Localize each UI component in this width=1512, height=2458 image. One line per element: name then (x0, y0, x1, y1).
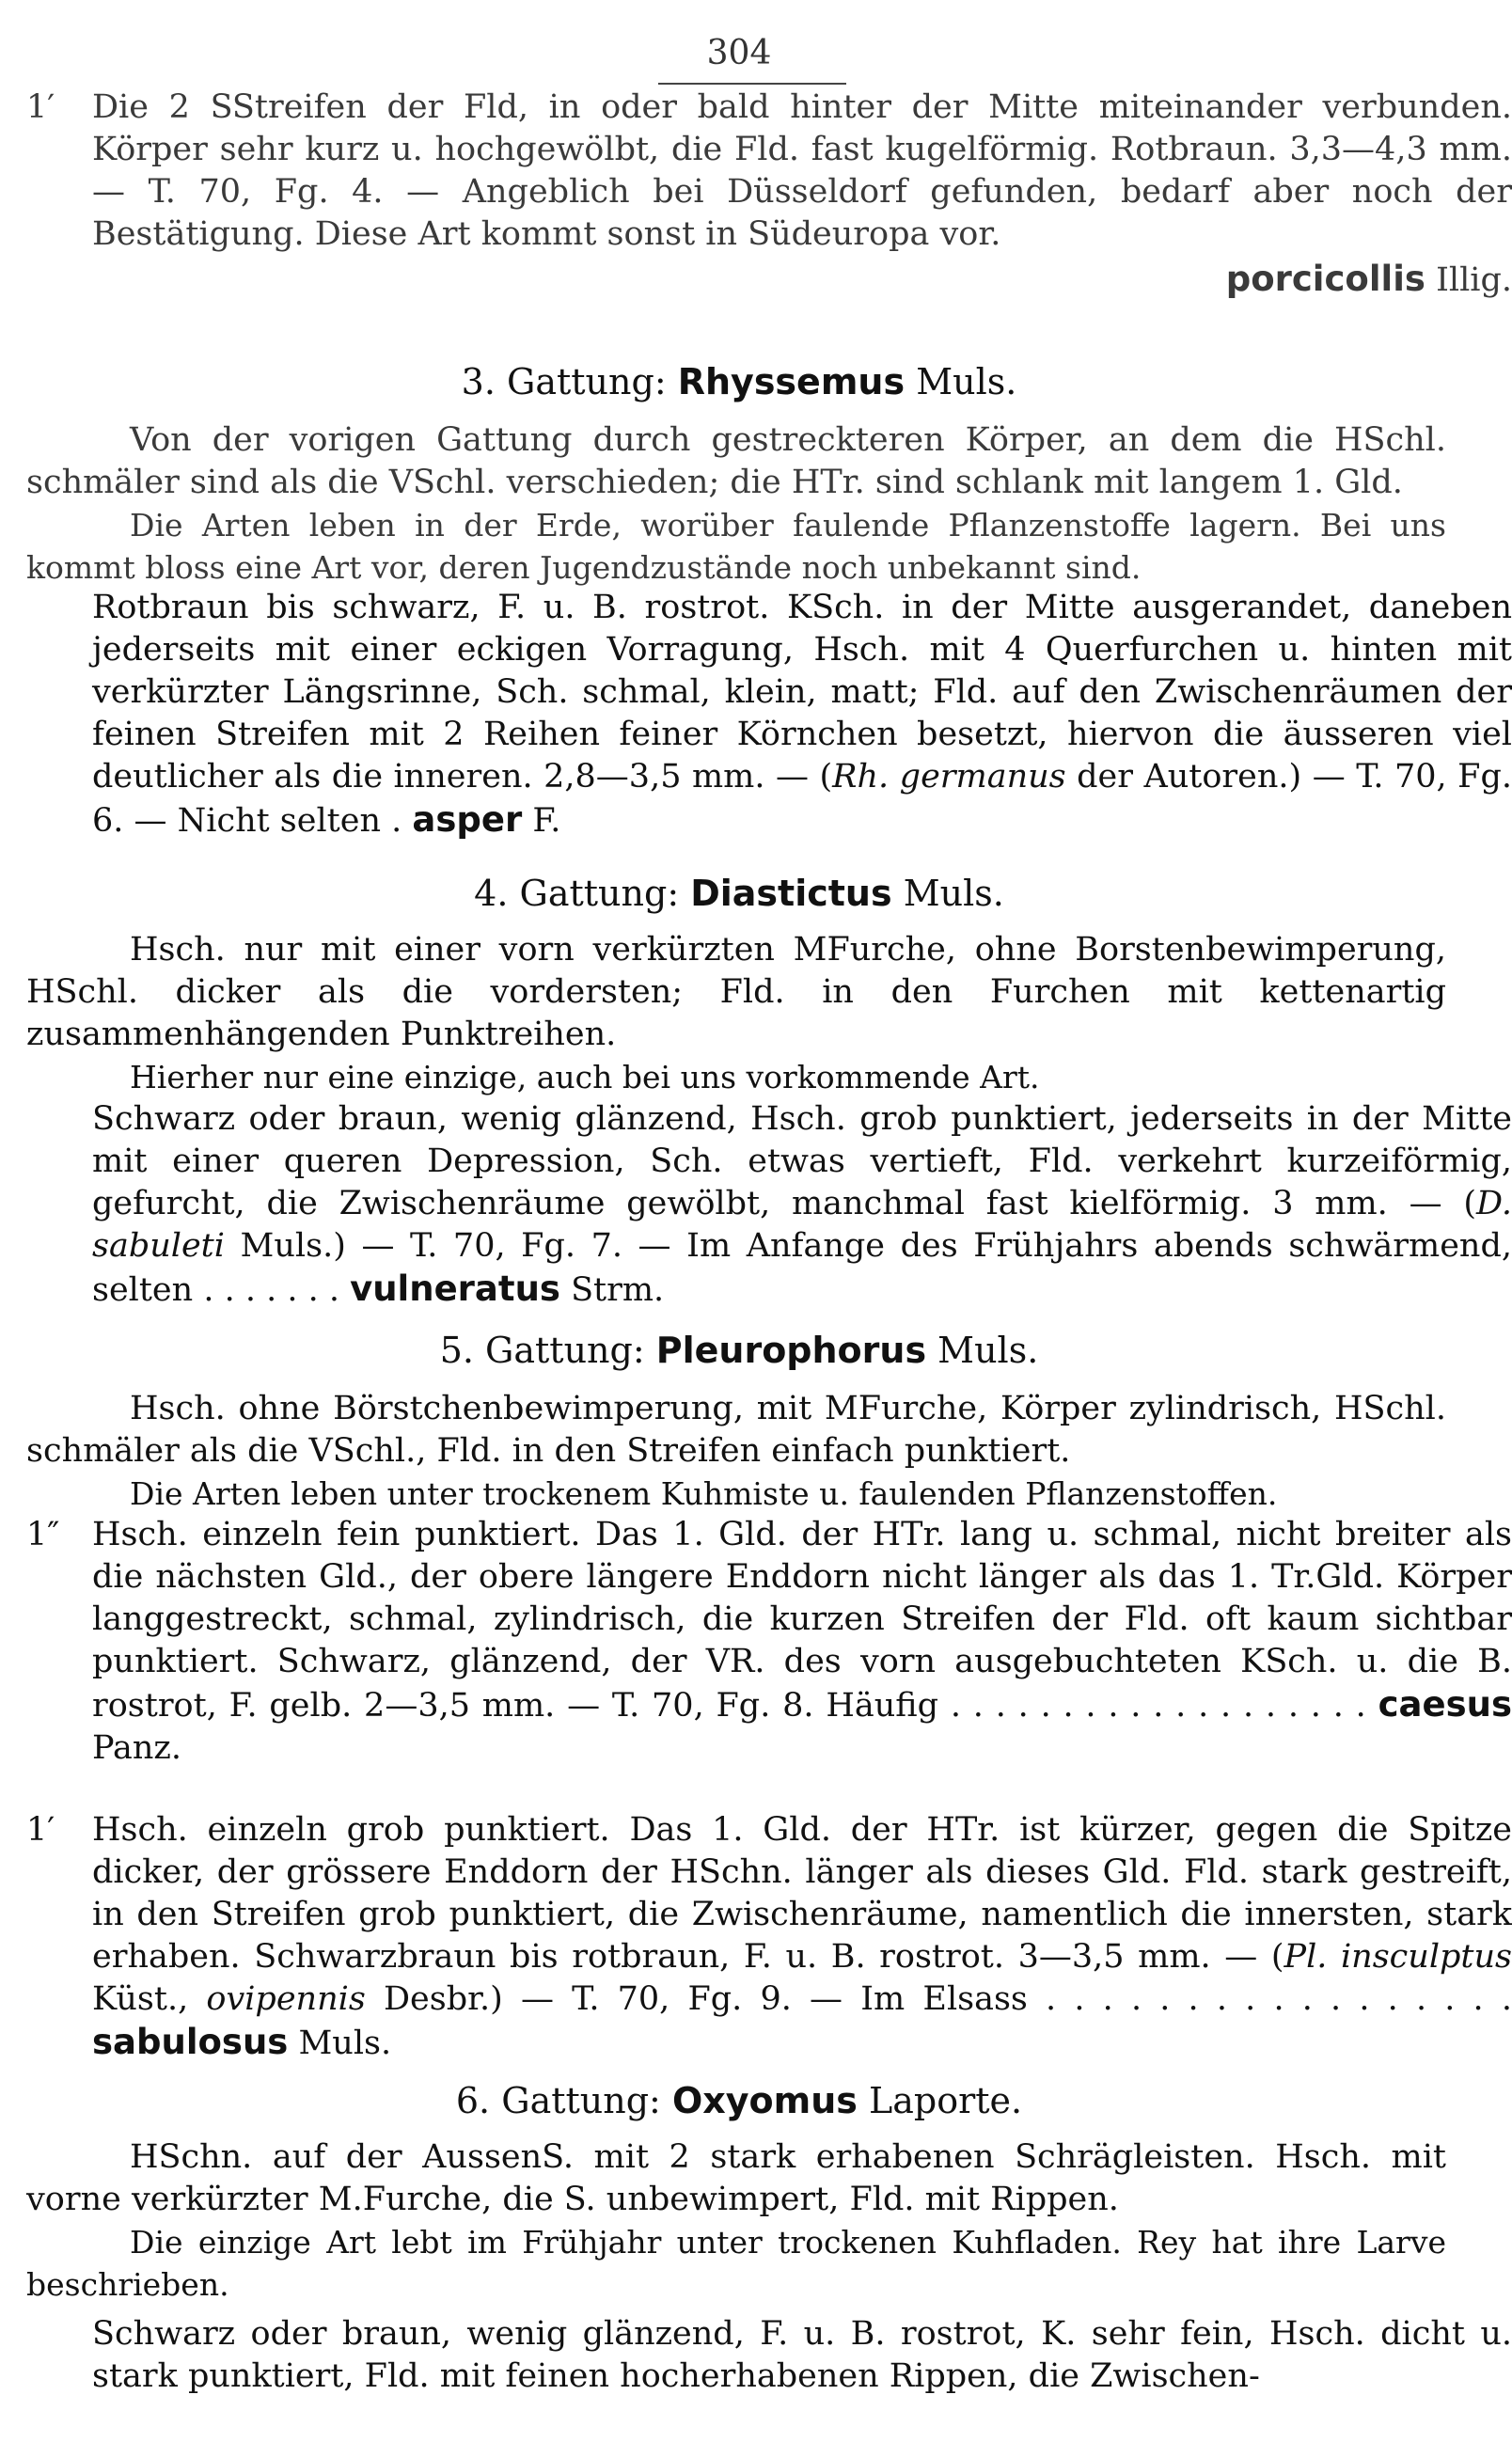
species-name: asper (412, 799, 523, 840)
page-number: 304 (706, 34, 772, 72)
genus-name: Rhyssemus (677, 361, 906, 402)
species-entry-vulneratus (26, 1098, 1512, 1312)
synonym: ovipennis (206, 1980, 366, 2018)
species-name: caesus (1378, 1684, 1512, 1725)
couplet-text: Hsch. einzeln fein punktiert. Das 1. Gld. der HTr. lang u. schmal, nicht breiter als die nächsten Gld., der obere längere Enddorn nicht länger als das 1. Tr.Gld. Körper langgestreckt, schmal, zylindrisch, die kurzen Streifen der Fld. oft kaum sichtbar punktiert. Schwarz, glänzend, der VR. des vorn ausgebuchteten KSch. u. die B. rostrot, F. gelb. 2—3,5 mm. — T. 70, Fg. 8. Häufig . . . . . . . . . . . . . . . . . . . caesus Panz. (92, 1516, 1512, 1767)
couplet-sabulosus (26, 1809, 1512, 2065)
synonym: Pl. insculptus (1284, 1938, 1512, 1976)
genus-name: Diastictus (690, 873, 892, 914)
species-text: Schwarz oder braun, wenig glänzend, F. u. B. rostrot, K. sehr fein, Hsch. dicht u. stark punktiert, Fld. mit feinen hocherhabenen Rippen, die Zwischen- (92, 2315, 1512, 2395)
genus-prefix: 5. Gattung: (439, 1330, 645, 1371)
genus-desc: Hsch. nur mit einer vorn verkürzten MFurche, ohne Borstenbewimperung, HSchl. dicker als die vordersten; Fld. in den Furchen mit kettenartig zusammenhängenden Punktreihen. (26, 931, 1446, 1053)
genus-note: Die Arten leben unter trockenem Kuhmiste u. faulenden Pflanzenstoffen. (130, 1475, 1278, 1512)
genus-author: Muls. (916, 361, 1017, 402)
species-name: sabulosus (92, 2022, 289, 2062)
genus-note: Die einzige Art lebt im Frühjahr unter trockenen Kuhfladen. Rey hat ihre Larve beschrieben. (26, 2224, 1446, 2303)
species-text: Schwarz oder braun, wenig glänzend, Hsch. grob punktiert, jederseits in der Mitte mit einer queren Depression, Sch. etwas vertieft, Fld. verkehrt kurzeiförmig, gefurcht, die Zwischenräume gewölbt, manchmal fast kielförmig. 3 mm. — (D. sabuleti Muls.) — T. 70, Fg. 7. — Im Anfange des Frühjahrs abends schwärmend, selten . . . . . . . vulneratus Strm. (92, 1100, 1512, 1309)
species-author: Illig. (1436, 261, 1512, 299)
genus-note: Hierher nur eine einzige, auch bei uns vorkommende Art. (130, 1059, 1040, 1095)
species-author: Muls. (298, 2025, 392, 2062)
synonym: D. sabuleti (92, 1185, 1512, 1265)
species-entry-oxyomus (26, 2313, 1512, 2398)
genus-prefix: 3. Gattung: (461, 361, 667, 402)
genus-desc: HSchn. auf der AussenS. mit 2 stark erhabenen Schrägleisten. Hsch. mit vorne verkürzter M.Furche, die S. unbewimpert, Fld. mit Rippen. (26, 2138, 1446, 2218)
couplet-porcicollis (26, 87, 1512, 302)
couplet-text: Hsch. einzeln grob punktiert. Das 1. Gld. der HTr. ist kürzer, gegen die Spitze dicker, der grössere Enddorn der HSchn. länger als dieses Gld. Fld. stark gestreift, in den Streifen grob punktiert, die Zwischenräume, namentlich die innersten, stark erhaben. Schwarzbraun bis rotbraun, F. u. B. rostrot. 3—3,5 mm. — (Pl. insculptus Küst., ovipennis Desbr.) — T. 70, Fg. 9. — Im Elsass . . . . . . . . . . . . . . . . . sabulosus Muls. (92, 1811, 1512, 2062)
species-text: Rotbraun bis schwarz, F. u. B. rostrot. KSch. in der Mitte ausgerandet, daneben jederseits mit einer eckigen Vorragung, Hsch. mit 4 Querfurchen u. hinten mit verkürzter Längsrinne, Sch. schmal, klein, matt; Fld. auf den Zwischenräumen der feinen Streifen mit 2 Reihen feiner Körnchen besetzt, hiervon die äusseren viel deutlicher als die inneren. 2,8—3,5 mm. — (Rh. germanus der Autoren.) — T. 70, Fg. 6. — Nicht selten . asper F. (92, 589, 1512, 840)
synonym: Rh. germanus (832, 758, 1066, 796)
couplet-text: Die 2 SStreifen der Fld, in oder bald hinter der Mitte miteinander verbunden. Körper sehr kurz u. hochgewölbt, die Fld. fast kugelförmig. Rotbraun. 3,3—4,3 mm. — T. 70, Fg. 4. — Angeblich bei Düsseldorf gefunden, bedarf aber noch der Bestätigung. Diese Art kommt sonst in Südeuropa vor. (92, 88, 1512, 253)
genus-heading-3 (0, 361, 1478, 402)
genus-author: Muls. (903, 873, 1004, 914)
genus-name: Pleurophorus (655, 1330, 927, 1371)
couplet-marker: 1″ (26, 1516, 60, 1553)
genus-6-description (26, 2136, 1446, 2306)
species-author: Panz. (92, 1729, 181, 1767)
genus-desc: Hsch. ohne Börstchenbewimperung, mit MFurche, Körper zylindrisch, HSchl. schmäler als die VSchl., Fld. in den Streifen einfach punktiert. (26, 1390, 1446, 1470)
genus-heading-5 (0, 1330, 1478, 1371)
genus-prefix: 6. Gattung: (455, 2080, 661, 2121)
genus-note: Die Arten leben in der Erde, worüber faulende Pflanzenstoffe lagern. Bei uns kommt bloss eine Art vor, deren Jugendzustände noch unbekannt sind. (26, 507, 1446, 586)
genus-name: Oxyomus (671, 2080, 858, 2121)
genus-5-description (26, 1388, 1446, 1515)
genus-author: Muls. (937, 1330, 1039, 1371)
genus-4-description (26, 929, 1446, 1098)
genus-prefix: 4. Gattung: (474, 873, 680, 914)
couplet-caesus (26, 1514, 1512, 1770)
couplet-marker: 1′ (26, 88, 55, 126)
species-author: F. (532, 802, 561, 840)
header-rule (658, 83, 846, 85)
species-entry-asper (26, 587, 1512, 843)
genus-desc: Von der vorigen Gattung durch gestreckteren Körper, an dem die HSchl. schmäler sind als die VSchl. verschieden; die HTr. sind schlank mit langem 1. Gld. (26, 421, 1446, 501)
species-author: Strm. (571, 1271, 665, 1309)
genus-heading-6 (0, 2080, 1478, 2121)
genus-author: Laporte. (869, 2080, 1023, 2121)
species-name: porcicollis (1225, 259, 1425, 299)
species-name: vulneratus (350, 1268, 560, 1309)
genus-3-description (26, 419, 1446, 589)
species-line (92, 258, 1512, 302)
couplet-marker: 1′ (26, 1811, 55, 1849)
genus-heading-4 (0, 873, 1478, 914)
